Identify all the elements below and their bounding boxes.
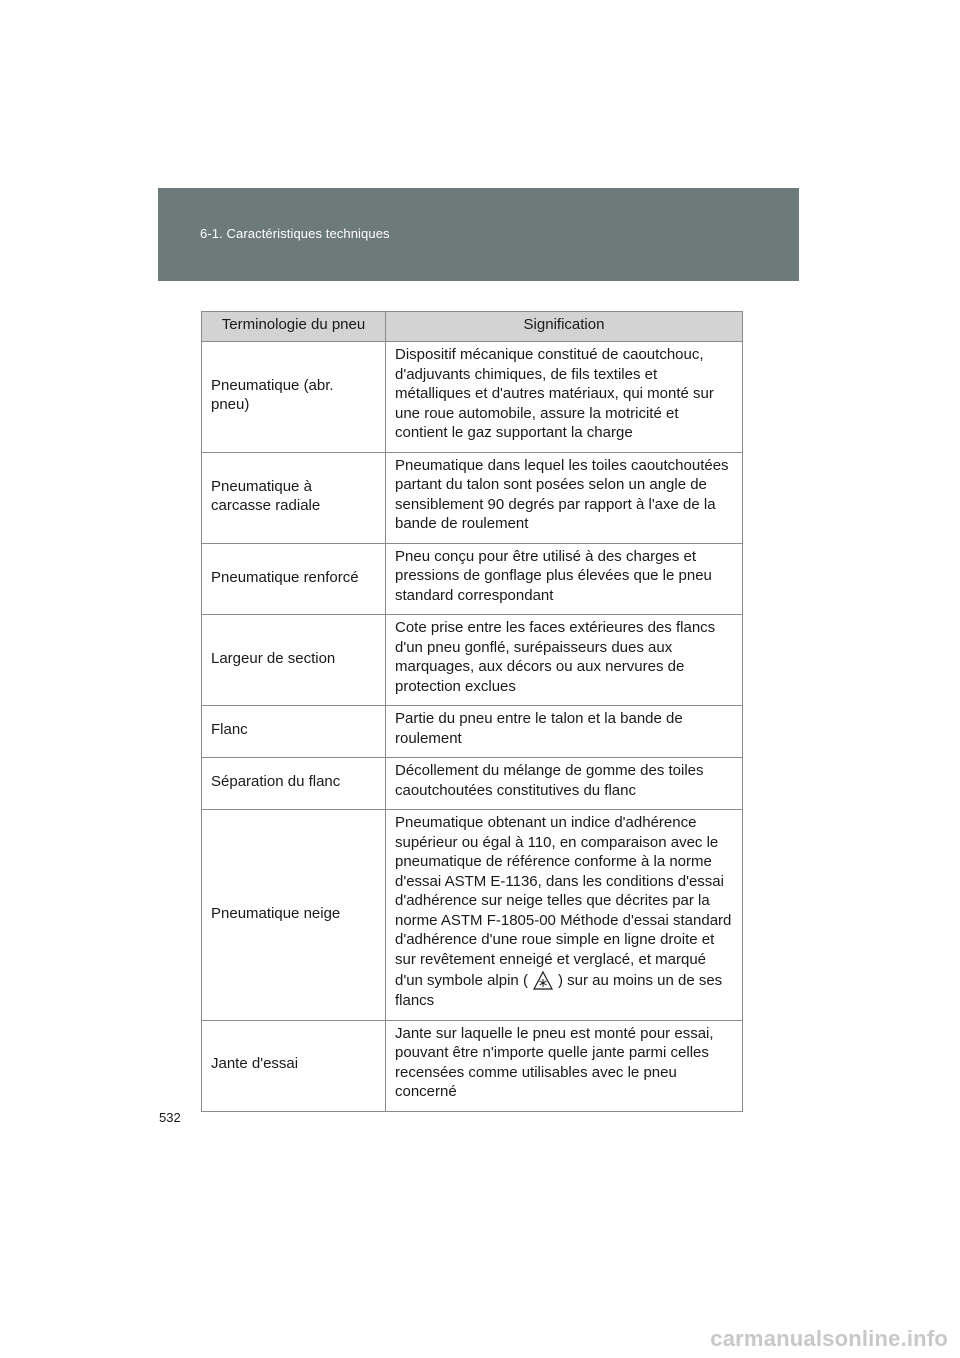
- meaning-cell: Pneu conçu pour être utilisé à des charges et pressions de gonflage plus élevées que le pneu standard correspondant: [386, 543, 743, 615]
- section-title: 6-1. Caractéristiques techniques: [200, 226, 390, 241]
- term-cell: Pneumatique neige: [202, 810, 386, 1021]
- meaning-cell: Dispositif mécanique constitué de caoutchouc, d'adjuvants chimiques, de fils textiles et métalliques et d'autres matériaux, qui monté sur une roue automobile, assure la motricité et contient le gaz supportant la charge: [386, 342, 743, 453]
- meaning-text-end: ) sur au moins un de ses flancs: [395, 972, 723, 1009]
- tire-terminology-table: [201, 311, 743, 1112]
- table-row: [202, 810, 743, 1021]
- term-cell: Jante d'essai: [202, 1020, 386, 1111]
- table-header-row: [202, 312, 743, 342]
- term-cell: Flanc: [202, 706, 386, 758]
- watermark: carmanualsonline.info: [710, 1326, 948, 1351]
- table-row: [202, 758, 743, 810]
- column-header-term: Terminologie du pneu: [202, 312, 386, 342]
- table-row: [202, 543, 743, 615]
- term-cell: Largeur de section: [202, 615, 386, 706]
- term-cell: Pneumatique à carcasse radiale: [202, 452, 386, 543]
- meaning-text: Pneumatique obtenant un indice d'adhérence supérieur ou égal à 110, en comparaison avec le pneumatique de référence conforme à la norme d'essai ASTM E-1136, dans les conditions d'essai d'adhérence sur neige telles que décrites par la norme ASTM F-1805-00 Méthode d'essai standard d'adhérence d'une roue simple en ligne droite et sur revêtement enneigé et verglacé, et marqué d'un symbole alpin (: [395, 814, 732, 989]
- term-cell: Pneumatique renforcé: [202, 543, 386, 615]
- meaning-cell: [386, 810, 743, 1021]
- table-row: [202, 706, 743, 758]
- table-row: [202, 342, 743, 453]
- meaning-cell: Jante sur laquelle le pneu est monté pour essai, pouvant être n'importe quelle jante parmi celles recensées comme utilisables avec le pneu concerné: [386, 1020, 743, 1111]
- meaning-cell: Cote prise entre les faces extérieures des flancs d'un pneu gonflé, surépaisseurs dues aux marquages, aux décors ou aux nervures de protection exclues: [386, 615, 743, 706]
- term-cell: Séparation du flanc: [202, 758, 386, 810]
- mountain-snowflake-icon: [532, 969, 554, 991]
- meaning-cell: Partie du pneu entre le talon et la bande de roulement: [386, 706, 743, 758]
- table-row: [202, 615, 743, 706]
- table-row: [202, 1020, 743, 1111]
- meaning-cell: Décollement du mélange de gomme des toiles caoutchoutées constitutives du flanc: [386, 758, 743, 810]
- term-cell: Pneumatique (abr. pneu): [202, 342, 386, 453]
- table-row: [202, 452, 743, 543]
- page-number: 532: [159, 1110, 181, 1125]
- column-header-meaning: Signification: [386, 312, 743, 342]
- section-header-band: [158, 188, 799, 281]
- meaning-cell: Pneumatique dans lequel les toiles caoutchoutées partant du talon sont posées selon un angle de sensiblement 90 degrés par rapport à l'axe de la bande de roulement: [386, 452, 743, 543]
